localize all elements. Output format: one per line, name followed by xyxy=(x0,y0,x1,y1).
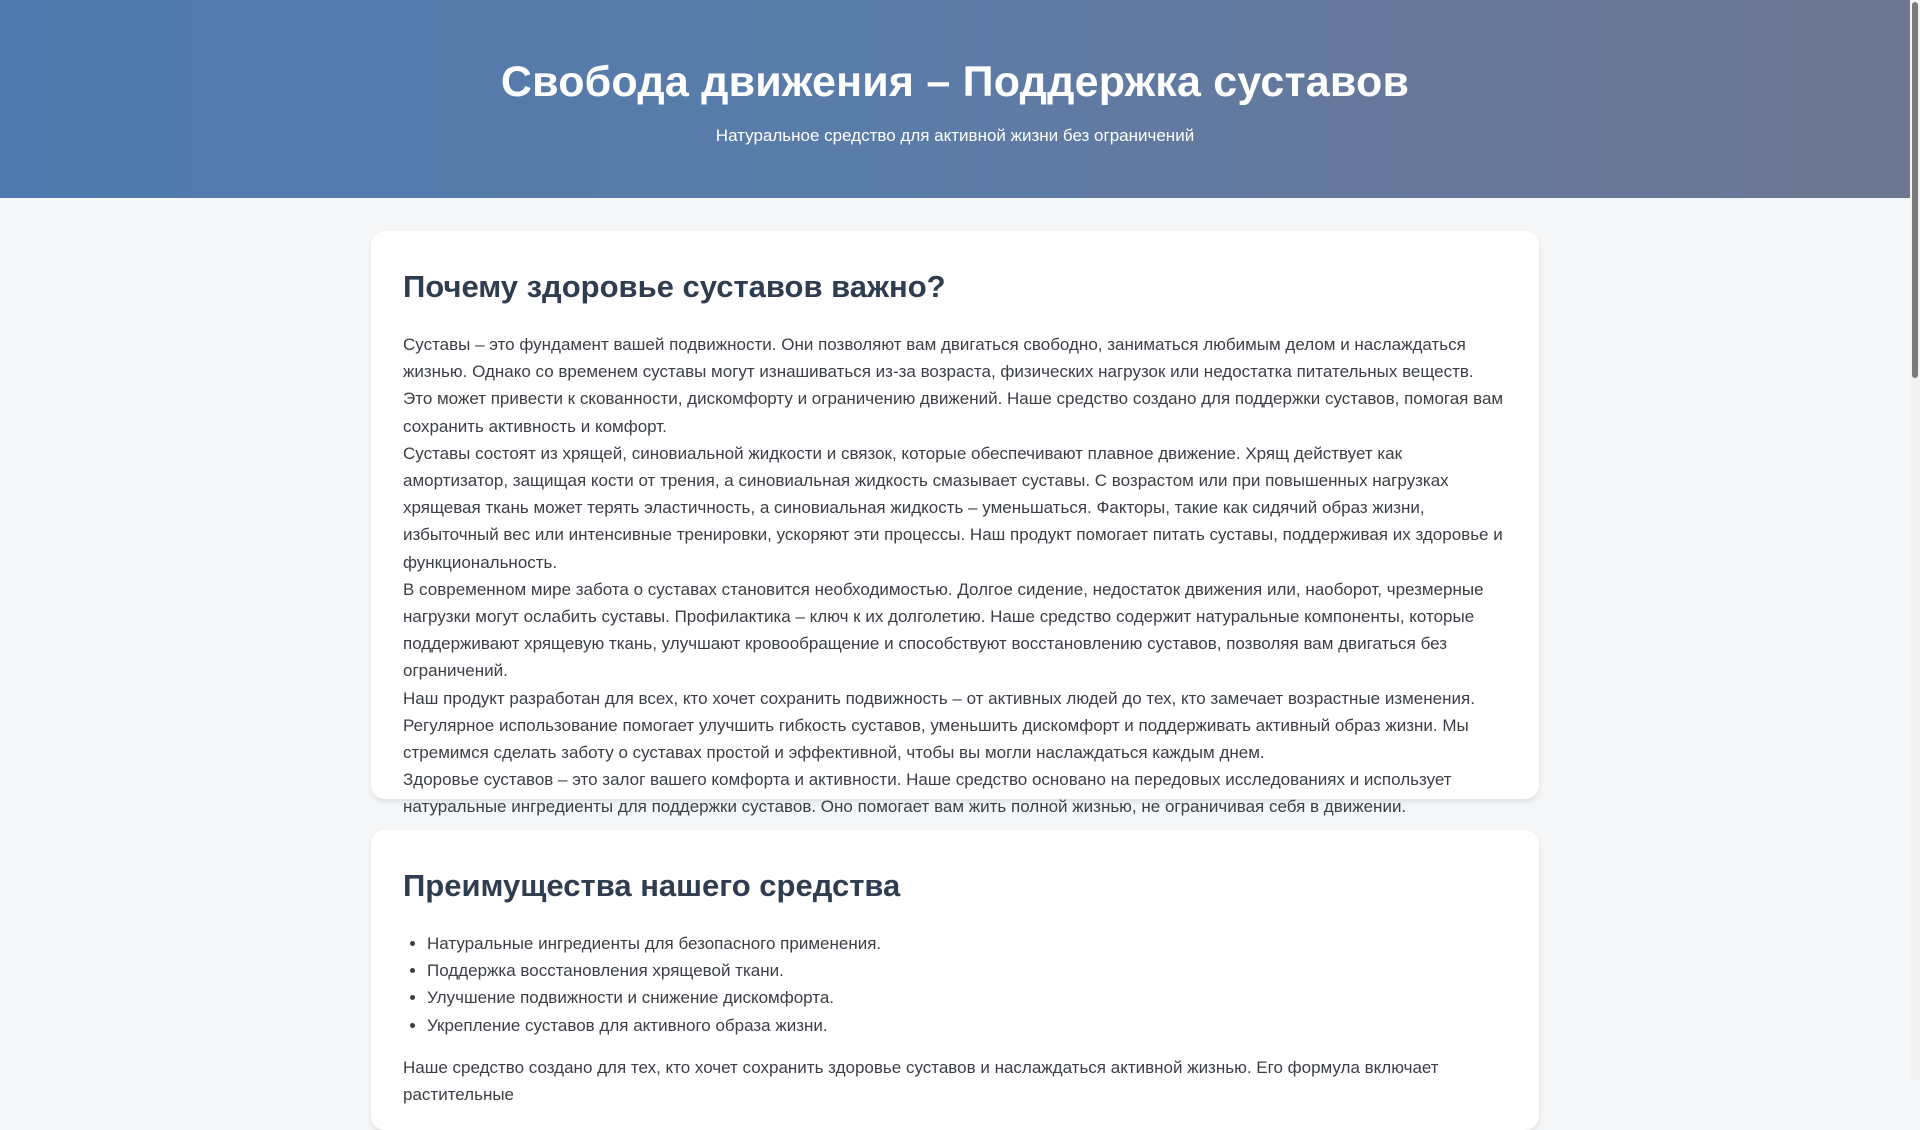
joint-health-card xyxy=(371,231,1539,817)
benefit-item: • Улучшение подвижности и снижение дискомфорта. xyxy=(427,984,1507,1011)
section-heading-joint-health: Почему здоровье суставов важно? xyxy=(403,269,946,304)
benefits-paragraph: Наше средство создано для тех, кто хочет сохранить здоровье суставов и наслаждаться активной жизнью. Его формула включает растительные xyxy=(403,1058,1439,1105)
scrollbar-thumb[interactable] xyxy=(1912,2,1918,378)
joint-health-paragraph-5: Здоровье суставов – это залог вашего комфорта и активности. Наше средство основано на передовых исследованиях и использует натуральные ингредиенты для поддержки суставов. Оно помогает вам жить полной жизнью, не ограничивая себя в движении. xyxy=(403,770,1452,817)
benefit-item: • Поддержка восстановления хрящевой ткани. xyxy=(427,957,1507,984)
section-heading-benefits: Преимущества нашего средства xyxy=(403,868,901,903)
page-title: Свобода движения – Поддержка суставов xyxy=(500,58,1410,106)
benefits-list xyxy=(403,930,1507,1039)
hero-header xyxy=(0,0,1910,198)
page-scrollbar[interactable] xyxy=(1910,0,1920,1080)
joint-health-text xyxy=(403,331,1507,821)
joint-health-paragraph-3: В современном мире забота о суставах становится необходимостью. Долгое сидение, недостаток движения или, наоборот, чрезмерные нагрузки могут ослабить суставы. Профилактика – ключ к их долголетию. Наше средство содержит натуральные компоненты, которые поддерживают хрящевую ткань, улучшают кровообращение и способствуют восстановлению суставов, позволяя вам двигаться без ограничений. xyxy=(403,579,1484,681)
joint-health-paragraph-4: Наш продукт разработан для всех, кто хочет сохранить подвижность – от активных людей до тех, кто замечает возрастные изменения. Регулярное использование помогает улучшить гибкость суставов, уменьшить дискомфорт и поддерживать активный образ жизни. Мы стремимся сделать заботу о суставах простой и эффективной, чтобы вы могли наслаждаться каждым днем. xyxy=(403,688,1475,763)
benefits-card xyxy=(371,830,1539,1130)
joint-health-paragraph-1: Суставы – это фундамент вашей подвижности. Они позволяют вам двигаться свободно, заниматься любимым делом и наслаждаться жизнью. Однако со временем суставы могут изнашиваться из-за возраста, физических нагрузок или недостатка питательных веществ. Это может привести к скованности, дискомфорту и ограничению движений. Наше средство создано для поддержки суставов, помогая вам сохранить активность и комфорт. xyxy=(403,335,1504,436)
benefit-item: • Натуральные ингредиенты для безопасного применения. xyxy=(427,930,1507,957)
page-subtitle: Натуральное средство для активной жизни без ограничений xyxy=(715,126,1195,145)
joint-health-paragraph-2: Суставы состоят из хрящей, синовиальной жидкости и связок, которые обеспечивают плавное движение. Хрящ действует как амортизатор, защищая кости от трения, а синовиальная жидкость смазывает суставы. С возрастом или при повышенных нагрузках хрящевая ткань может терять эластичность, а синовиальная жидкость – уменьшаться. Факторы, такие как сидячий образ жизни, избыточный вес или интенсивные тренировки, ускоряют эти процессы. Наш продукт помогает питать суставы, поддерживая их здоровье и функциональность. xyxy=(403,443,1503,572)
benefit-item: • Укрепление суставов для активного образа жизни. xyxy=(427,1012,1507,1039)
